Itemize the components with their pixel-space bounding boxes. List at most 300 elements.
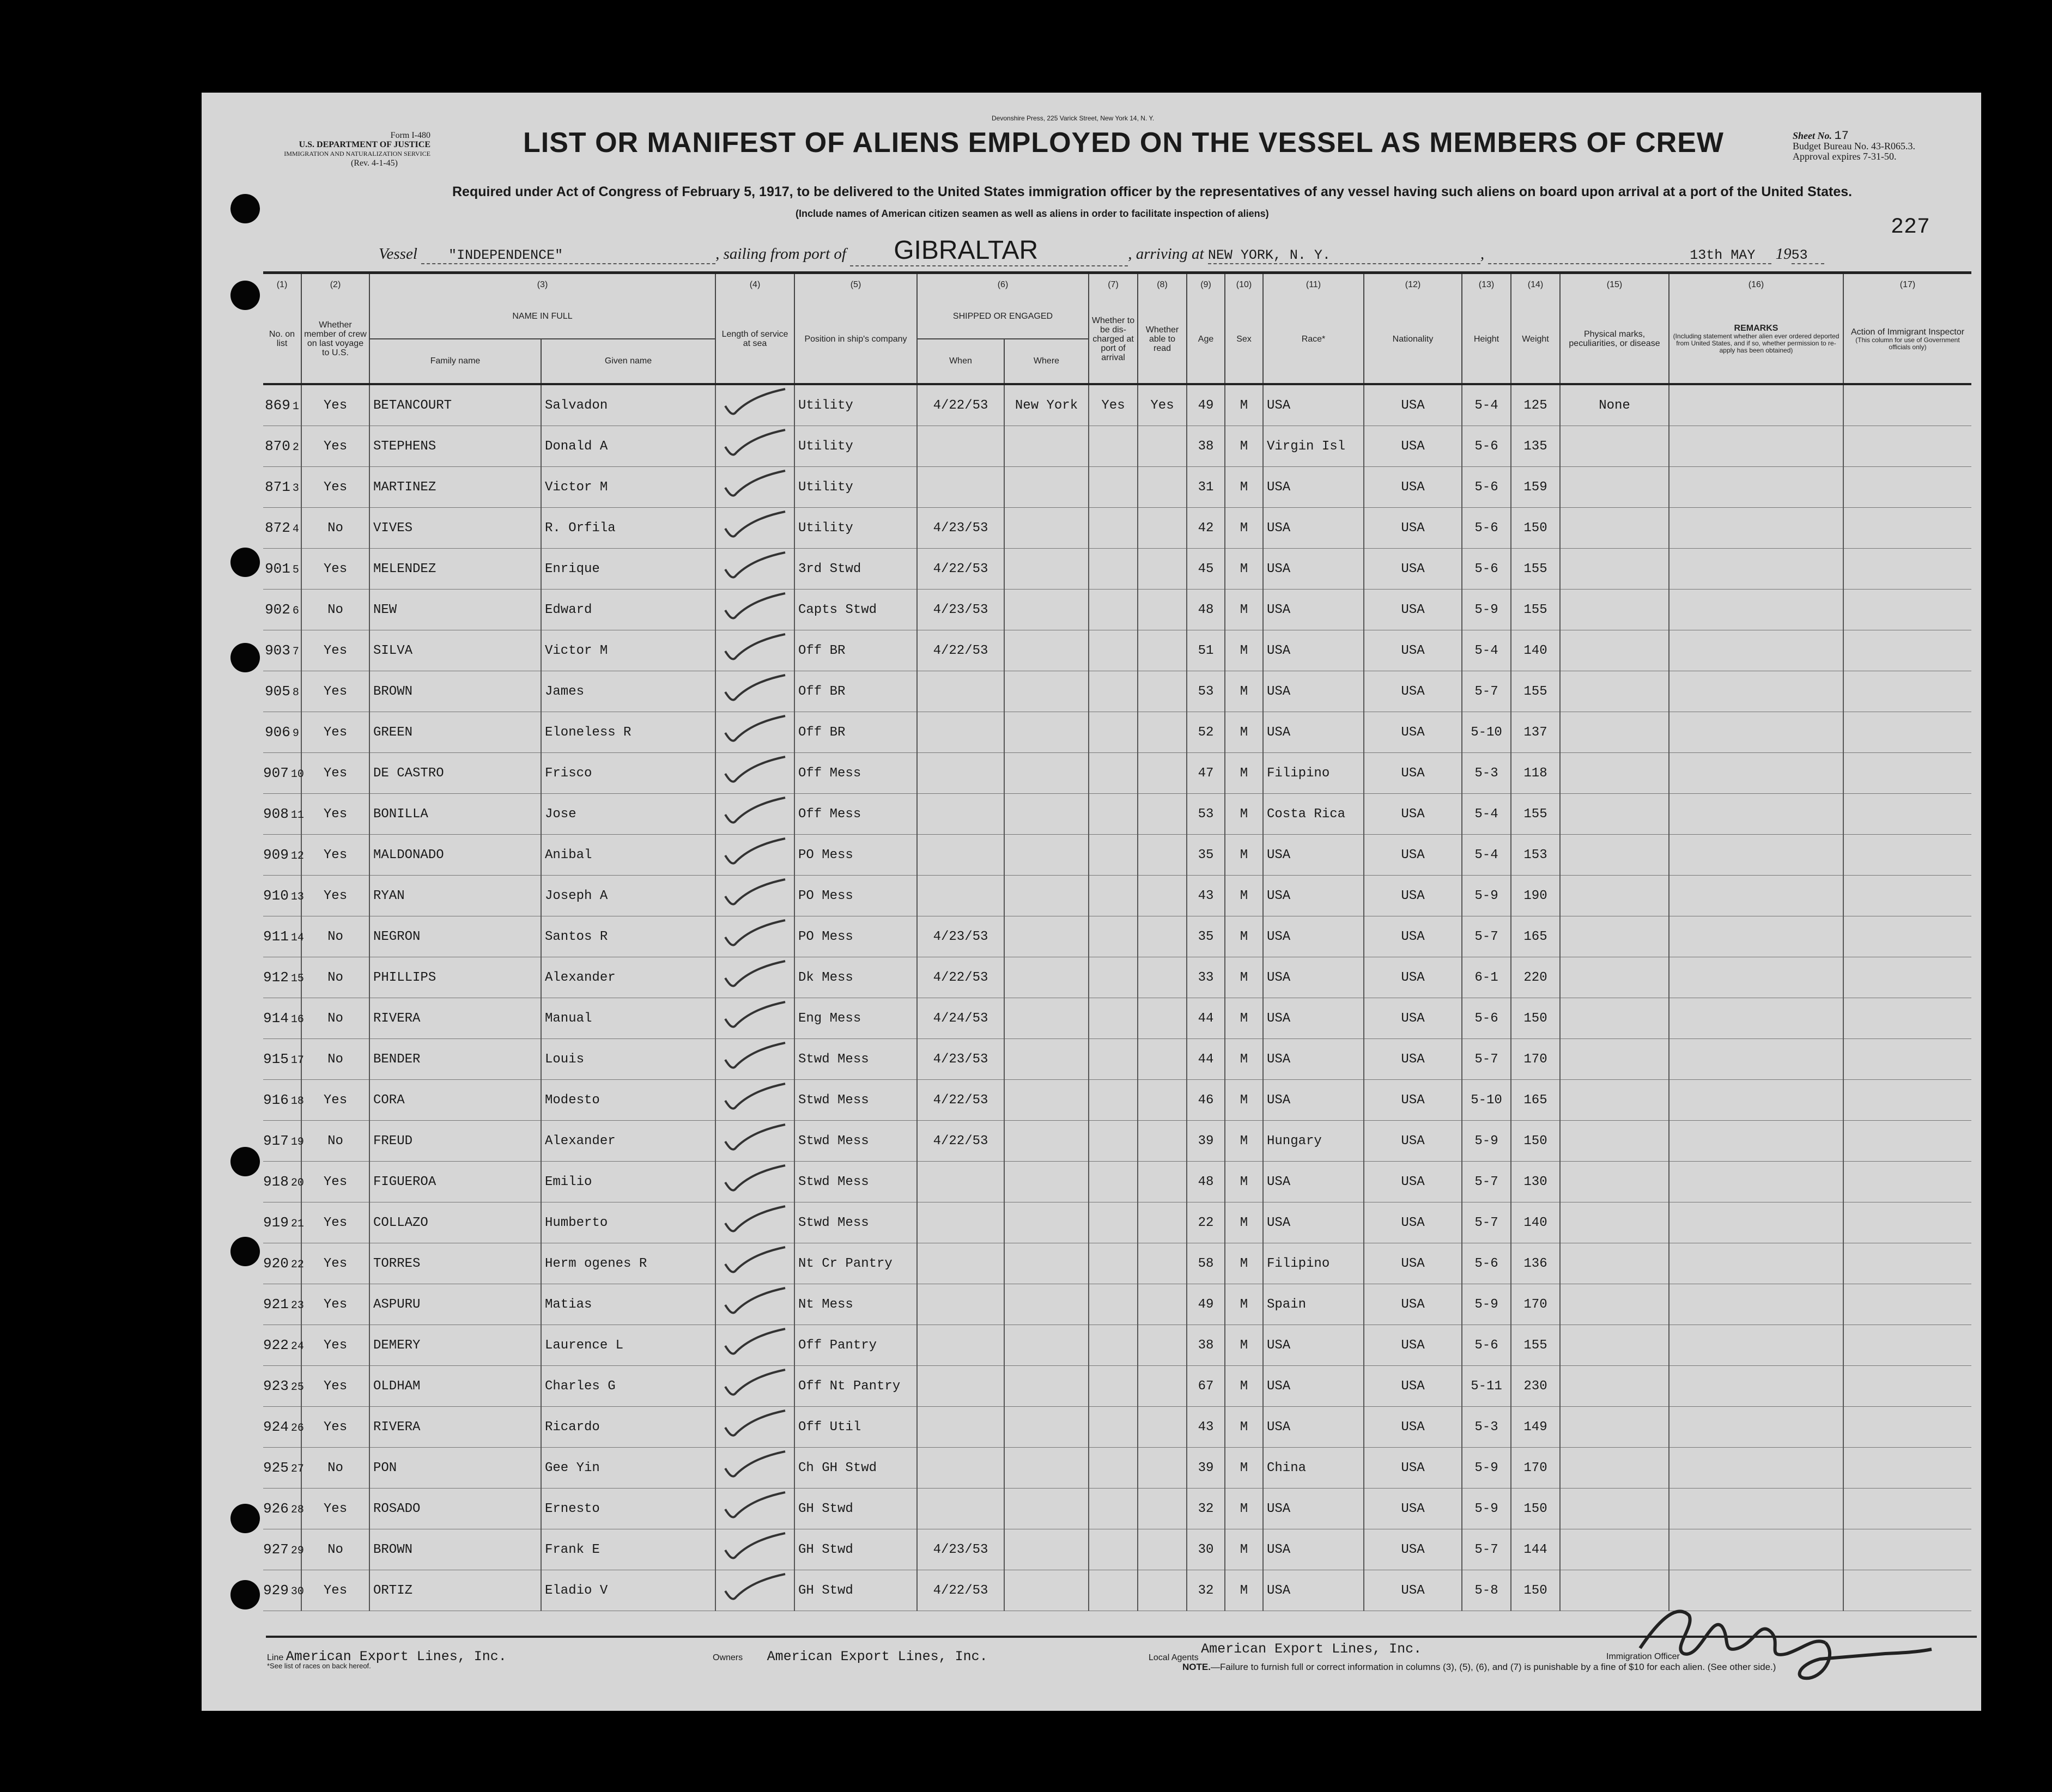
- weight-cell: 170: [1511, 1039, 1560, 1080]
- agents-value: American Export Lines, Inc.: [1201, 1641, 1422, 1657]
- nationality-cell: USA: [1364, 508, 1462, 549]
- action-label: Action of Immigrant Inspector: [1850, 327, 1965, 337]
- race-cell: Spain: [1263, 1284, 1364, 1325]
- age-cell: 53: [1187, 671, 1225, 712]
- header-when: When: [918, 339, 1005, 383]
- action-cell: [1843, 1080, 1971, 1121]
- table-row: [263, 630, 1971, 671]
- nationality-cell: USA: [1364, 1325, 1462, 1366]
- punch-hole: [230, 643, 260, 672]
- margin-number: 921: [263, 1296, 289, 1313]
- member-cell: Yes: [301, 1080, 369, 1121]
- sex-cell: M: [1225, 753, 1263, 794]
- checkmark-icon: [720, 959, 791, 992]
- row-number: [263, 1570, 304, 1611]
- when-cell: [917, 794, 1004, 835]
- position-cell: Stwd Mess: [794, 1080, 917, 1121]
- position-cell: Off Mess: [794, 794, 917, 835]
- row-number: [263, 549, 301, 590]
- checkmark-icon: [720, 1327, 791, 1359]
- margin-number: 902: [265, 602, 290, 618]
- checkmark-icon: [720, 1449, 791, 1482]
- when-cell: [917, 753, 1004, 794]
- given-name-cell: Matias: [541, 1284, 715, 1325]
- physical-marks-cell: [1560, 1448, 1669, 1489]
- margin-number: 925: [263, 1460, 289, 1476]
- service-check-cell: [715, 794, 794, 835]
- family-name-cell: GREEN: [369, 712, 541, 753]
- weight-cell: 140: [1511, 1202, 1560, 1243]
- header-weight: Weight: [1511, 295, 1560, 384]
- read-cell: [1138, 1039, 1187, 1080]
- age-cell: 43: [1187, 876, 1225, 916]
- read-cell: [1138, 835, 1187, 876]
- family-name-cell: ROSADO: [369, 1489, 541, 1529]
- action-note: (This column for use of Government officials only): [1855, 336, 1960, 351]
- physical-marks-cell: [1560, 998, 1669, 1039]
- checkmark-icon: [720, 1408, 791, 1441]
- service-check-cell: [715, 1448, 794, 1489]
- family-name-cell: ORTIZ: [369, 1570, 541, 1611]
- position-cell: 3rd Stwd: [794, 549, 917, 590]
- height-cell: 5-7: [1462, 1039, 1511, 1080]
- physical-marks-cell: [1560, 630, 1669, 671]
- member-cell: No: [301, 1039, 369, 1080]
- approval-expiry: Approval expires 7-31-50.: [1793, 151, 1897, 162]
- family-name-cell: BROWN: [369, 671, 541, 712]
- checkmark-icon: [720, 1572, 791, 1605]
- sex-cell: M: [1225, 467, 1263, 508]
- read-cell: [1138, 794, 1187, 835]
- discharged-cell: [1089, 876, 1138, 916]
- sex-cell: M: [1225, 1325, 1263, 1366]
- family-name-cell: RYAN: [369, 876, 541, 916]
- nationality-cell: USA: [1364, 794, 1462, 835]
- service-check-cell: [715, 1162, 794, 1202]
- given-name-cell: Frisco: [541, 753, 715, 794]
- given-name-cell: Donald A: [541, 426, 715, 467]
- position-cell: Nt Cr Pantry: [794, 1243, 917, 1284]
- action-cell: [1843, 1325, 1971, 1366]
- port-of-sailing: GIBRALTAR: [894, 236, 1039, 265]
- nationality-cell: USA: [1364, 957, 1462, 998]
- nationality-cell: USA: [1364, 630, 1462, 671]
- remarks-cell: [1669, 835, 1843, 876]
- table-row: [263, 1366, 1971, 1407]
- family-name-cell: BONILLA: [369, 794, 541, 835]
- table-row: [263, 1202, 1971, 1243]
- col-num: (5): [794, 273, 917, 295]
- checkmark-icon: [720, 1041, 791, 1073]
- family-name-cell: ASPURU: [369, 1284, 541, 1325]
- table-row: [263, 876, 1971, 916]
- read-cell: [1138, 1570, 1187, 1611]
- sex-cell: M: [1225, 712, 1263, 753]
- given-name-cell: Manual: [541, 998, 715, 1039]
- age-cell: 49: [1187, 384, 1225, 426]
- action-cell: [1843, 426, 1971, 467]
- header-race: Race*: [1263, 295, 1364, 384]
- margin-number: 871: [265, 479, 290, 495]
- revision: (Rev. 4-1-45): [350, 159, 398, 168]
- table-row: [263, 835, 1971, 876]
- read-cell: Yes: [1138, 384, 1187, 426]
- col-num: (12): [1364, 273, 1462, 295]
- row-number-value: 4: [292, 523, 299, 536]
- service-check-cell: [715, 1202, 794, 1243]
- when-cell: 4/24/53: [917, 998, 1004, 1039]
- nationality-cell: USA: [1364, 426, 1462, 467]
- table-row: [263, 467, 1971, 508]
- nationality-cell: USA: [1364, 1243, 1462, 1284]
- member-cell: Yes: [301, 1366, 369, 1407]
- height-cell: 5-3: [1462, 1407, 1511, 1448]
- where-cell: [1004, 1489, 1089, 1529]
- sex-cell: M: [1225, 1162, 1263, 1202]
- given-name-cell: Joseph A: [541, 876, 715, 916]
- weight-cell: 130: [1511, 1162, 1560, 1202]
- race-cell: Costa Rica: [1263, 794, 1364, 835]
- crew-manifest-table: [263, 271, 1971, 1611]
- margin-number: 914: [263, 1010, 289, 1026]
- checkmark-icon: [720, 469, 791, 501]
- page-number: 227: [1891, 215, 1930, 240]
- sex-cell: M: [1225, 835, 1263, 876]
- table-row: [263, 508, 1971, 549]
- given-name-cell: Alexander: [541, 1121, 715, 1162]
- where-cell: [1004, 508, 1089, 549]
- discharged-cell: [1089, 1325, 1138, 1366]
- physical-marks-cell: [1560, 957, 1669, 998]
- member-cell: Yes: [301, 876, 369, 916]
- remarks-cell: [1669, 384, 1843, 426]
- age-cell: 44: [1187, 1039, 1225, 1080]
- race-cell: Virgin Isl: [1263, 426, 1364, 467]
- row-number-value: 21: [290, 1218, 304, 1230]
- position-cell: GH Stwd: [794, 1529, 917, 1570]
- service-check-cell: [715, 998, 794, 1039]
- column-number-row: [263, 273, 1971, 295]
- discharged-cell: [1089, 1489, 1138, 1529]
- physical-marks-cell: [1560, 1489, 1669, 1529]
- table-row: [263, 957, 1971, 998]
- weight-cell: 149: [1511, 1407, 1560, 1448]
- row-number-value: 8: [292, 687, 299, 699]
- height-cell: 5-6: [1462, 1325, 1511, 1366]
- sex-cell: M: [1225, 1121, 1263, 1162]
- col-num: (4): [715, 273, 794, 295]
- row-number: [263, 712, 301, 753]
- read-cell: [1138, 1243, 1187, 1284]
- height-cell: 5-6: [1462, 1243, 1511, 1284]
- read-cell: [1138, 1448, 1187, 1489]
- when-cell: [917, 1366, 1004, 1407]
- where-cell: [1004, 835, 1089, 876]
- margin-number: 872: [265, 520, 290, 536]
- given-name-cell: Eloneless R: [541, 712, 715, 753]
- action-cell: [1843, 998, 1971, 1039]
- punch-hole: [230, 1580, 260, 1609]
- discharged-cell: [1089, 712, 1138, 753]
- sex-cell: M: [1225, 957, 1263, 998]
- col-num: (15): [1560, 273, 1669, 295]
- row-number: [263, 1039, 304, 1080]
- voyage-line: Vessel "INDEPENDENCE" , sailing from port of GIBRALTAR , arriving at NEW YORK, N. Y. , 13th MAY 1953: [379, 235, 1824, 266]
- height-cell: 5-4: [1462, 630, 1511, 671]
- family-name-cell: BENDER: [369, 1039, 541, 1080]
- weight-cell: 144: [1511, 1529, 1560, 1570]
- row-number: [263, 1284, 304, 1325]
- row-number-value: 15: [290, 973, 304, 985]
- agents-label: Local Agents: [1149, 1653, 1199, 1662]
- member-cell: Yes: [301, 630, 369, 671]
- checkmark-icon: [720, 673, 791, 706]
- when-cell: [917, 426, 1004, 467]
- physical-marks-cell: [1560, 1162, 1669, 1202]
- where-cell: [1004, 549, 1089, 590]
- position-cell: Utility: [794, 426, 917, 467]
- given-name-cell: Humberto: [541, 1202, 715, 1243]
- col-num: (8): [1138, 273, 1187, 295]
- read-cell: [1138, 508, 1187, 549]
- weight-cell: 170: [1511, 1284, 1560, 1325]
- punch-hole: [230, 194, 260, 223]
- position-cell: Utility: [794, 467, 917, 508]
- table-row: [263, 1407, 1971, 1448]
- when-cell: 4/23/53: [917, 590, 1004, 630]
- remarks-cell: [1669, 1448, 1843, 1489]
- when-cell: [917, 1448, 1004, 1489]
- row-number-value: 25: [290, 1381, 304, 1394]
- checkmark-icon: [720, 1368, 791, 1400]
- nationality-cell: USA: [1364, 1202, 1462, 1243]
- sex-cell: M: [1225, 384, 1263, 426]
- age-cell: 42: [1187, 508, 1225, 549]
- column-header-row: [263, 295, 1971, 384]
- remarks-cell: [1669, 794, 1843, 835]
- height-cell: 5-7: [1462, 1529, 1511, 1570]
- vessel-label: Vessel: [379, 245, 417, 263]
- when-cell: 4/22/53: [917, 1080, 1004, 1121]
- position-cell: Off BR: [794, 630, 917, 671]
- when-cell: [917, 1325, 1004, 1366]
- checkmark-icon: [720, 1163, 791, 1196]
- member-cell: Yes: [301, 794, 369, 835]
- row-number-value: 18: [290, 1095, 304, 1108]
- weight-cell: 165: [1511, 916, 1560, 957]
- when-cell: [917, 1202, 1004, 1243]
- discharged-cell: [1089, 753, 1138, 794]
- family-name-cell: PON: [369, 1448, 541, 1489]
- races-note: *See list of races on back hereof.: [267, 1662, 371, 1670]
- action-cell: [1843, 590, 1971, 630]
- race-cell: Hungary: [1263, 1121, 1364, 1162]
- remarks-cell: [1669, 1243, 1843, 1284]
- age-cell: 38: [1187, 426, 1225, 467]
- nationality-cell: USA: [1364, 1284, 1462, 1325]
- budget-number: Budget Bureau No. 43-R065.3.: [1793, 141, 1915, 151]
- row-number: [263, 1448, 304, 1489]
- read-cell: [1138, 1407, 1187, 1448]
- service-check-cell: [715, 835, 794, 876]
- where-cell: [1004, 1366, 1089, 1407]
- sex-cell: M: [1225, 1366, 1263, 1407]
- header-physical-marks: Physical marks, peculiarities, or disease: [1560, 295, 1669, 384]
- weight-cell: 170: [1511, 1448, 1560, 1489]
- row-number: [263, 916, 304, 957]
- remarks-cell: [1669, 508, 1843, 549]
- height-cell: 5-7: [1462, 1202, 1511, 1243]
- read-cell: [1138, 1162, 1187, 1202]
- remarks-cell: [1669, 1529, 1843, 1570]
- action-cell: [1843, 1039, 1971, 1080]
- race-cell: USA: [1263, 549, 1364, 590]
- header-remarks: [1669, 295, 1843, 384]
- table-row: [263, 1489, 1971, 1529]
- service-check-cell: [715, 916, 794, 957]
- race-cell: USA: [1263, 1529, 1364, 1570]
- weight-cell: 150: [1511, 508, 1560, 549]
- checkmark-icon: [720, 1245, 791, 1278]
- action-cell: [1843, 876, 1971, 916]
- checkmark-icon: [720, 1204, 791, 1237]
- discharged-cell: [1089, 1080, 1138, 1121]
- height-cell: 5-9: [1462, 1284, 1511, 1325]
- height-cell: 6-1: [1462, 957, 1511, 998]
- col-num: (1): [263, 273, 301, 295]
- margin-number: 907: [263, 765, 289, 781]
- family-name-cell: DEMERY: [369, 1325, 541, 1366]
- when-cell: [917, 876, 1004, 916]
- table-row: [263, 426, 1971, 467]
- action-cell: [1843, 835, 1971, 876]
- position-cell: GH Stwd: [794, 1489, 917, 1529]
- row-number: [263, 671, 301, 712]
- row-number: [263, 876, 304, 916]
- where-cell: [1004, 1529, 1089, 1570]
- race-cell: USA: [1263, 1407, 1364, 1448]
- row-number: [263, 1325, 304, 1366]
- row-number-value: 27: [290, 1463, 304, 1475]
- weight-cell: 135: [1511, 426, 1560, 467]
- sheet-number: 17: [1834, 129, 1849, 143]
- table-row: [263, 1243, 1971, 1284]
- race-cell: USA: [1263, 1325, 1364, 1366]
- table-row: [263, 998, 1971, 1039]
- height-cell: 5-7: [1462, 671, 1511, 712]
- age-cell: 51: [1187, 630, 1225, 671]
- action-cell: [1843, 1489, 1971, 1529]
- service-check-cell: [715, 630, 794, 671]
- action-cell: [1843, 630, 1971, 671]
- race-cell: USA: [1263, 1366, 1364, 1407]
- discharged-cell: [1089, 590, 1138, 630]
- given-name-cell: James: [541, 671, 715, 712]
- family-name-cell: NEGRON: [369, 916, 541, 957]
- table-row: [263, 794, 1971, 835]
- header-member: Whether member of crew on last voyage to U.S.: [301, 295, 369, 384]
- table-row: [263, 916, 1971, 957]
- row-number-value: 20: [290, 1177, 304, 1189]
- weight-cell: 150: [1511, 1489, 1560, 1529]
- row-number-value: 16: [290, 1013, 304, 1026]
- position-cell: Dk Mess: [794, 957, 917, 998]
- discharged-cell: [1089, 1366, 1138, 1407]
- printer-line: Devonshire Press, 225 Varick Street, New York 14, N. Y.: [992, 114, 1155, 122]
- table-row: [263, 384, 1971, 426]
- service-check-cell: [715, 384, 794, 426]
- given-name-cell: Edward: [541, 590, 715, 630]
- where-cell: [1004, 1407, 1089, 1448]
- sex-cell: M: [1225, 1080, 1263, 1121]
- physical-marks-cell: [1560, 712, 1669, 753]
- height-cell: 5-11: [1462, 1366, 1511, 1407]
- service-check-cell: [715, 1407, 794, 1448]
- race-cell: Filipino: [1263, 753, 1364, 794]
- member-cell: No: [301, 1448, 369, 1489]
- header-length-of-service: Length of service at sea: [715, 295, 794, 384]
- header-name-in-full: [369, 295, 715, 384]
- physical-marks-cell: [1560, 549, 1669, 590]
- discharged-cell: [1089, 1284, 1138, 1325]
- discharged-cell: [1089, 1121, 1138, 1162]
- service-check-cell: [715, 1325, 794, 1366]
- sex-cell: M: [1225, 508, 1263, 549]
- physical-marks-cell: [1560, 1407, 1669, 1448]
- position-cell: Stwd Mess: [794, 1162, 917, 1202]
- action-cell: [1843, 1162, 1971, 1202]
- nationality-cell: USA: [1364, 1570, 1462, 1611]
- row-number-value: 19: [290, 1136, 304, 1149]
- table-row: [263, 1121, 1971, 1162]
- header-shipped-or-engaged: [917, 295, 1089, 384]
- service-check-cell: [715, 1489, 794, 1529]
- discharged-cell: [1089, 1529, 1138, 1570]
- where-cell: New York: [1004, 384, 1089, 426]
- punch-hole: [230, 281, 260, 310]
- row-number-value: 10: [290, 768, 304, 781]
- action-cell: [1843, 1284, 1971, 1325]
- when-cell: 4/22/53: [917, 549, 1004, 590]
- header-age: Age: [1187, 295, 1225, 384]
- service-check-cell: [715, 1366, 794, 1407]
- where-cell: [1004, 753, 1089, 794]
- remarks-cell: [1669, 957, 1843, 998]
- row-number-value: 3: [292, 482, 299, 495]
- service-name: IMMIGRATION AND NATURALIZATION SERVICE: [284, 150, 430, 157]
- remarks-note: (Including statement whether alien ever ordered deported from United States, and if so, whether permission to re-apply has been obtained): [1673, 332, 1839, 354]
- age-cell: 48: [1187, 590, 1225, 630]
- service-check-cell: [715, 753, 794, 794]
- margin-number: 912: [263, 969, 289, 986]
- physical-marks-cell: [1560, 794, 1669, 835]
- age-cell: 39: [1187, 1448, 1225, 1489]
- action-cell: [1843, 671, 1971, 712]
- read-cell: [1138, 753, 1187, 794]
- member-cell: Yes: [301, 1570, 369, 1611]
- family-name-cell: BETANCOURT: [369, 384, 541, 426]
- service-check-cell: [715, 590, 794, 630]
- remarks-cell: [1669, 426, 1843, 467]
- weight-cell: 137: [1511, 712, 1560, 753]
- row-number: [263, 1366, 304, 1407]
- table-row: [263, 549, 1971, 590]
- weight-cell: 150: [1511, 998, 1560, 1039]
- margin-number: 908: [263, 806, 289, 822]
- age-cell: 58: [1187, 1243, 1225, 1284]
- height-cell: 5-9: [1462, 590, 1511, 630]
- discharged-cell: [1089, 1407, 1138, 1448]
